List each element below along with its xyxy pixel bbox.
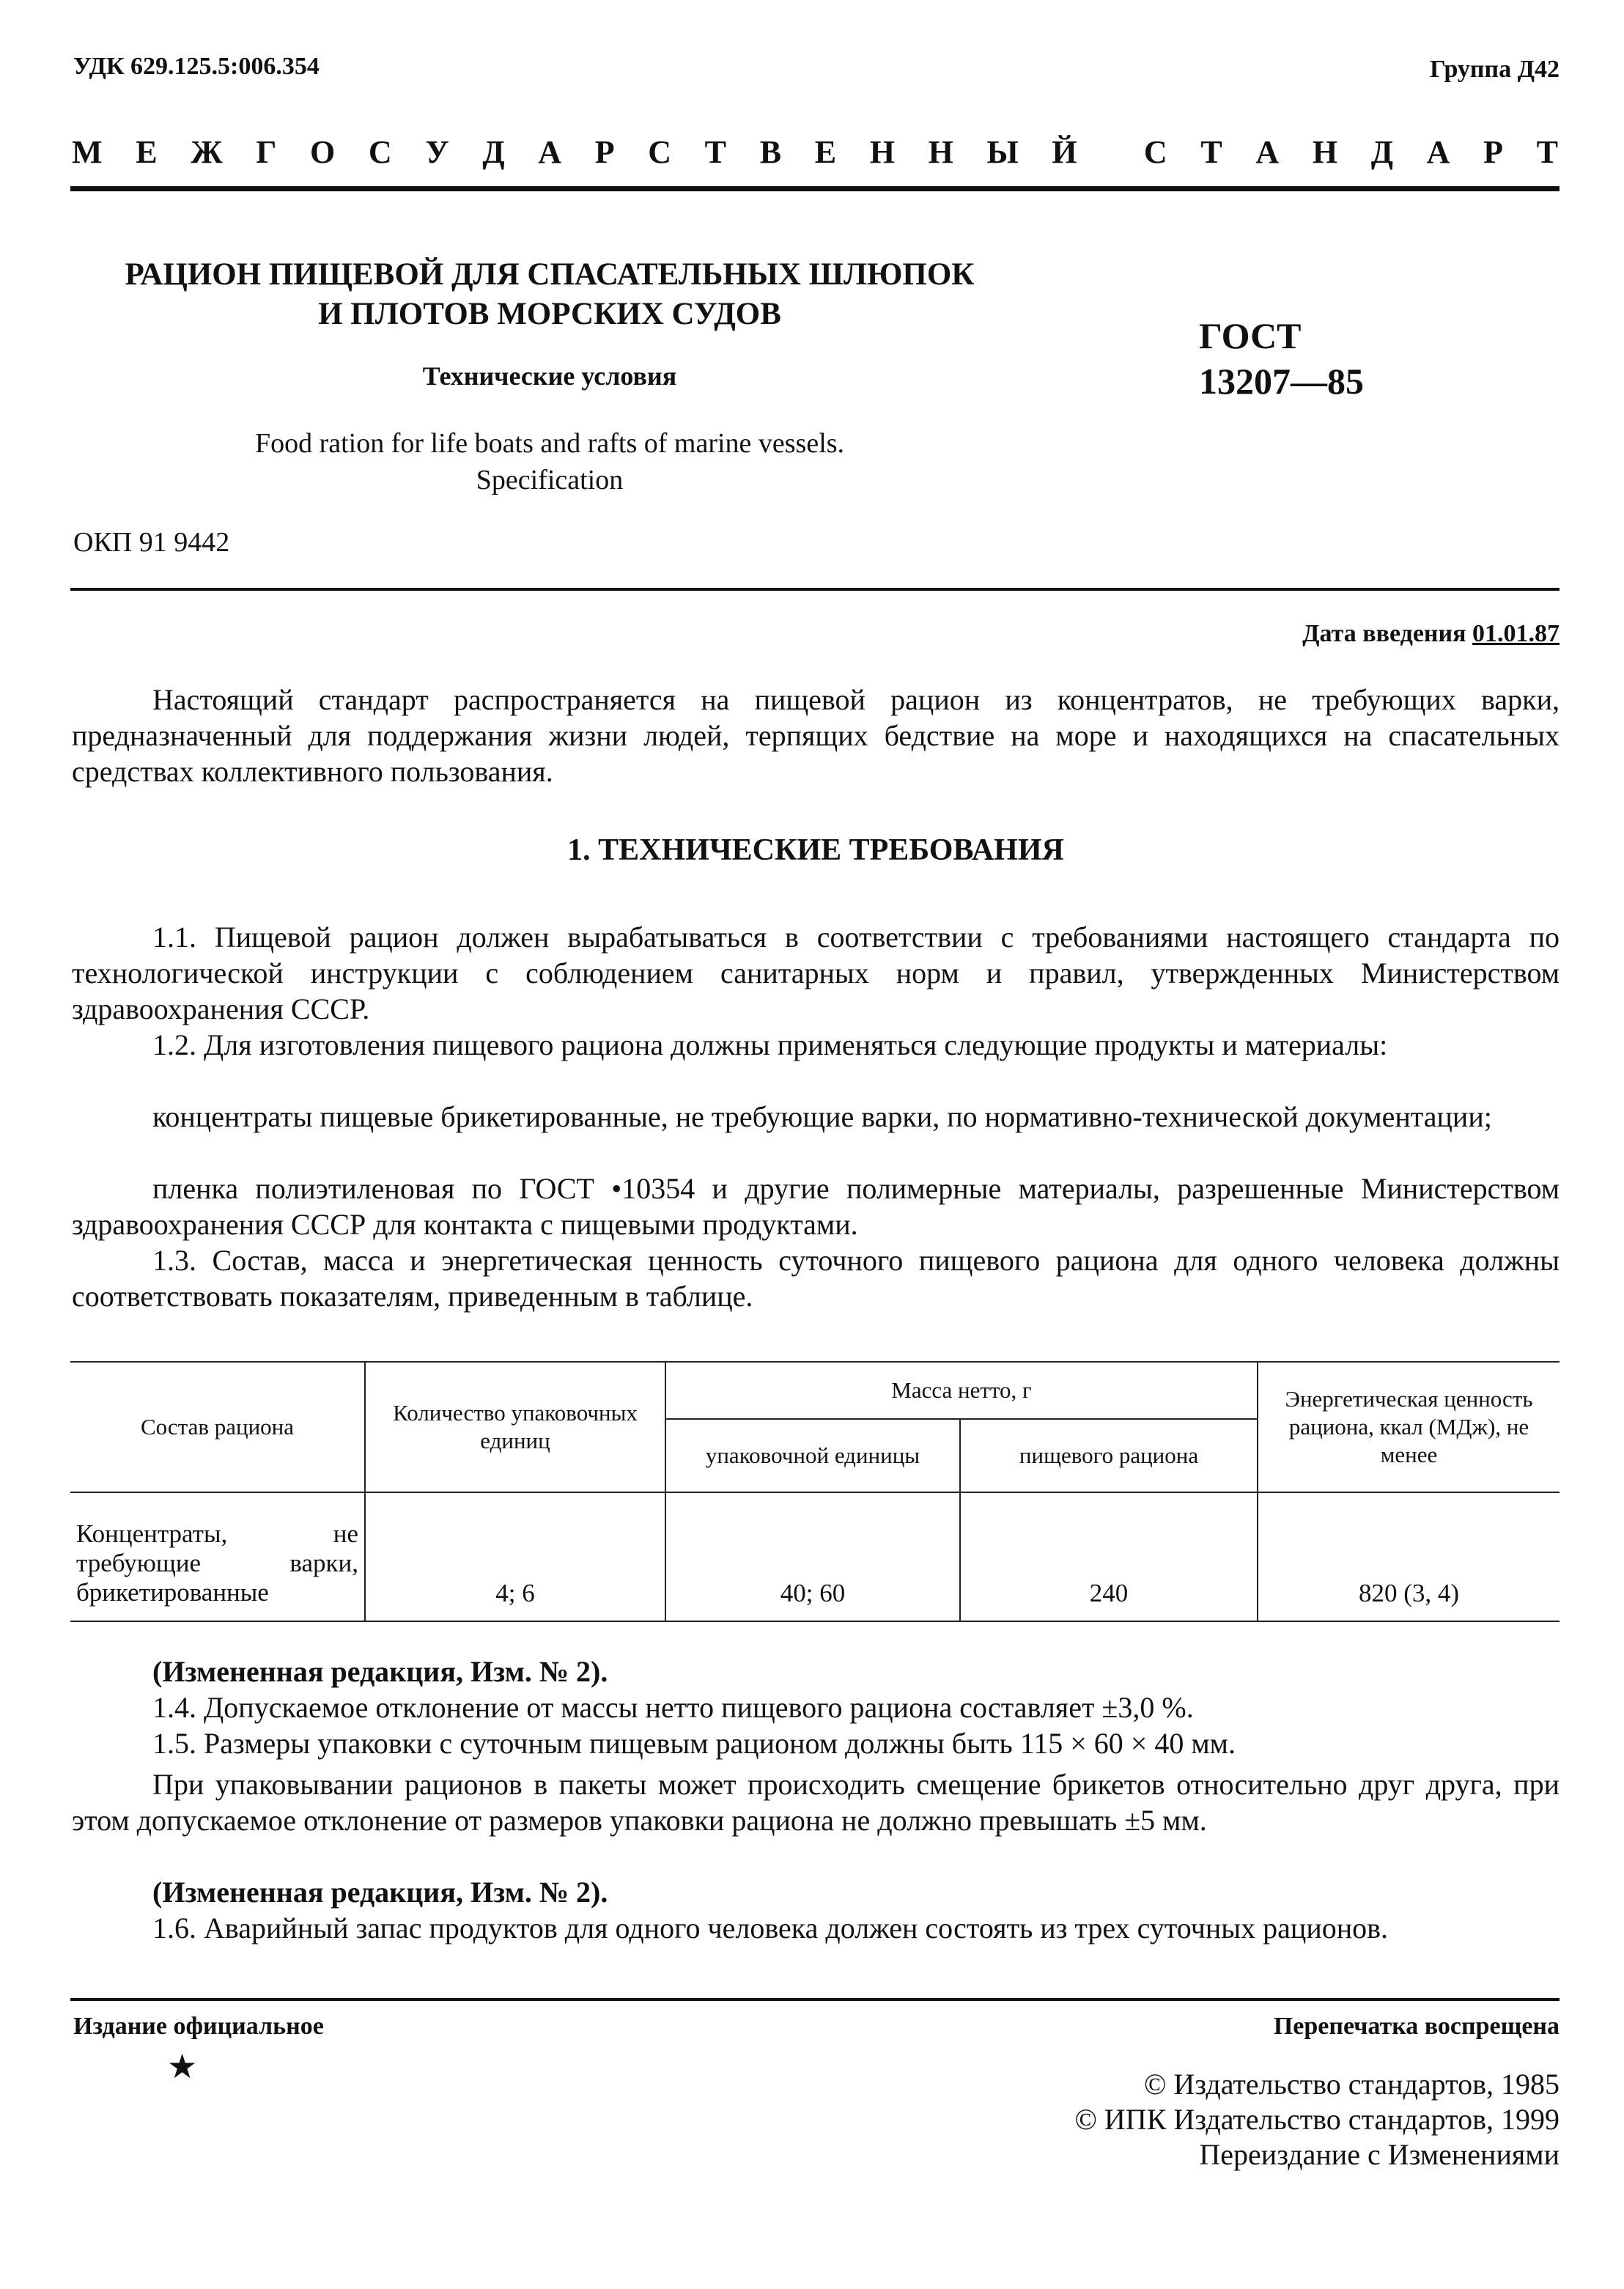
intro-paragraph: Настоящий стандарт распространяется на пищевой рацион из концентратов, не требующих варки, предназначенный для поддержания жизни людей, терпящих бедствие на море и находящихся на спасательных средствах коллективного пользования. xyxy=(72,683,1560,788)
paragraph-1-6: 1.6. Аварийный запас продуктов для одного человека должен состоять из трех суточных рационов. xyxy=(152,1912,1389,1945)
cell-energy: 820 (3, 4) xyxy=(1258,1492,1560,1621)
header-mass-ration: пищевого рациона xyxy=(960,1419,1258,1492)
cell-quantity: 4; 6 xyxy=(365,1492,665,1621)
header-quantity: Количество упаковочных единиц xyxy=(365,1362,665,1492)
cell-mass-unit: 40; 60 xyxy=(665,1492,960,1621)
ration-table xyxy=(70,1361,1560,1622)
footer-rule xyxy=(70,1998,1560,2001)
document-title: РАЦИОН ПИЩЕВОЙ ДЛЯ СПАСАТЕЛЬНЫХ ШЛЮПОК И ПЛОТОВ МОРСКИХ СУДОВ xyxy=(125,257,975,331)
copyright-block: © Издательство стандартов, 1985 © ИПК Издательство стандартов, 1999 Переиздание с Изменениями xyxy=(1074,2068,1560,2171)
cell-mass-ration: 240 xyxy=(960,1492,1258,1621)
table-row xyxy=(70,1492,1560,1621)
edited-note-2: (Измененная редакция, Изм. № 2). xyxy=(152,1876,608,1909)
title-rule xyxy=(70,588,1560,591)
header-composition: Состав рациона xyxy=(70,1362,365,1492)
introduction-date: Дата введения 01.01.87 xyxy=(1302,620,1560,647)
header-rule xyxy=(70,186,1560,191)
header-mass-unit: упаковочной единицы xyxy=(665,1419,960,1492)
section-title: 1. ТЕХНИЧЕСКИЕ ТРЕБОВАНИЯ xyxy=(567,833,1064,867)
star-icon: ★ xyxy=(167,2048,198,2085)
paragraph-materials-2: пленка полиэтиленовая по ГОСТ •10354 и другие полимерные материалы, разрешенные Министерством здравоохранения СССР для контакта с пищевыми продуктами. xyxy=(72,1172,1560,1241)
introduction-date-value: 01.01.87 xyxy=(1472,620,1560,647)
paragraph-1-1: 1.1. Пищевой рацион должен вырабатываться в соответствии с требованиями настоящего стандарта по технологической инструкции с соблюдением санитарных норм и правил, утвержденных Министерством здравоохранения СССР. xyxy=(72,921,1560,1025)
english-title: Food ration for life boats and rafts of marine vessels. Specification xyxy=(254,428,845,495)
gost-label: ГОСТ xyxy=(1199,315,1302,356)
cell-composition: Концентраты, не требующие варки, брикетированные xyxy=(70,1492,365,1621)
group-code: Группа Д42 xyxy=(1429,56,1560,83)
paragraph-1-5-note: При упаковывании рационов в пакеты может происходить смещение брикетов относительно друг друга, при этом допускаемое отклонение от размеров упаковки рациона не должно превышать ±5 мм. xyxy=(72,1768,1560,1837)
paragraph-materials-1: концентраты пищевые брикетированные, не требующие варки, по нормативно-технической документации; xyxy=(152,1100,1492,1133)
interstate-standard-banner: М Е Ж Г О С У Д А Р С Т В Е Н Н Ы Й С Т А Н Д А Р Т xyxy=(72,134,1558,170)
header-mass: Масса нетто, г xyxy=(665,1362,1258,1419)
paragraph-1-4: 1.4. Допускаемое отклонение от массы нетто пищевого рациона составляет ±3,0 %. xyxy=(152,1691,1194,1724)
paragraph-1-5: 1.5. Размеры упаковки с суточным пищевым рационом должны быть 115 × 60 × 40 мм. xyxy=(152,1727,1236,1760)
udk-code: УДК 629.125.5:006.354 xyxy=(73,53,320,80)
reprint-prohibited: Перепечатка воспрещена xyxy=(1273,2013,1560,2040)
official-edition: Издание официальное xyxy=(73,2013,324,2040)
edited-note-1: (Измененная редакция, Изм. № 2). xyxy=(152,1655,608,1688)
paragraph-1-2: 1.2. Для изготовления пищевого рациона должны применяться следующие продукты и материалы: xyxy=(152,1028,1388,1061)
gost-number: 13207—85 xyxy=(1199,361,1364,402)
header-energy: Энергетическая ценность рациона, ккал (МДж), не менее xyxy=(1258,1362,1560,1492)
document-subtitle: Технические условия xyxy=(422,361,677,391)
paragraph-1-3: 1.3. Состав, масса и энергетическая ценность суточного пищевого рациона для одного человека должны соответствовать показателям, приведенным в таблице. xyxy=(72,1244,1560,1313)
okp-code: ОКП 91 9442 xyxy=(73,527,230,558)
